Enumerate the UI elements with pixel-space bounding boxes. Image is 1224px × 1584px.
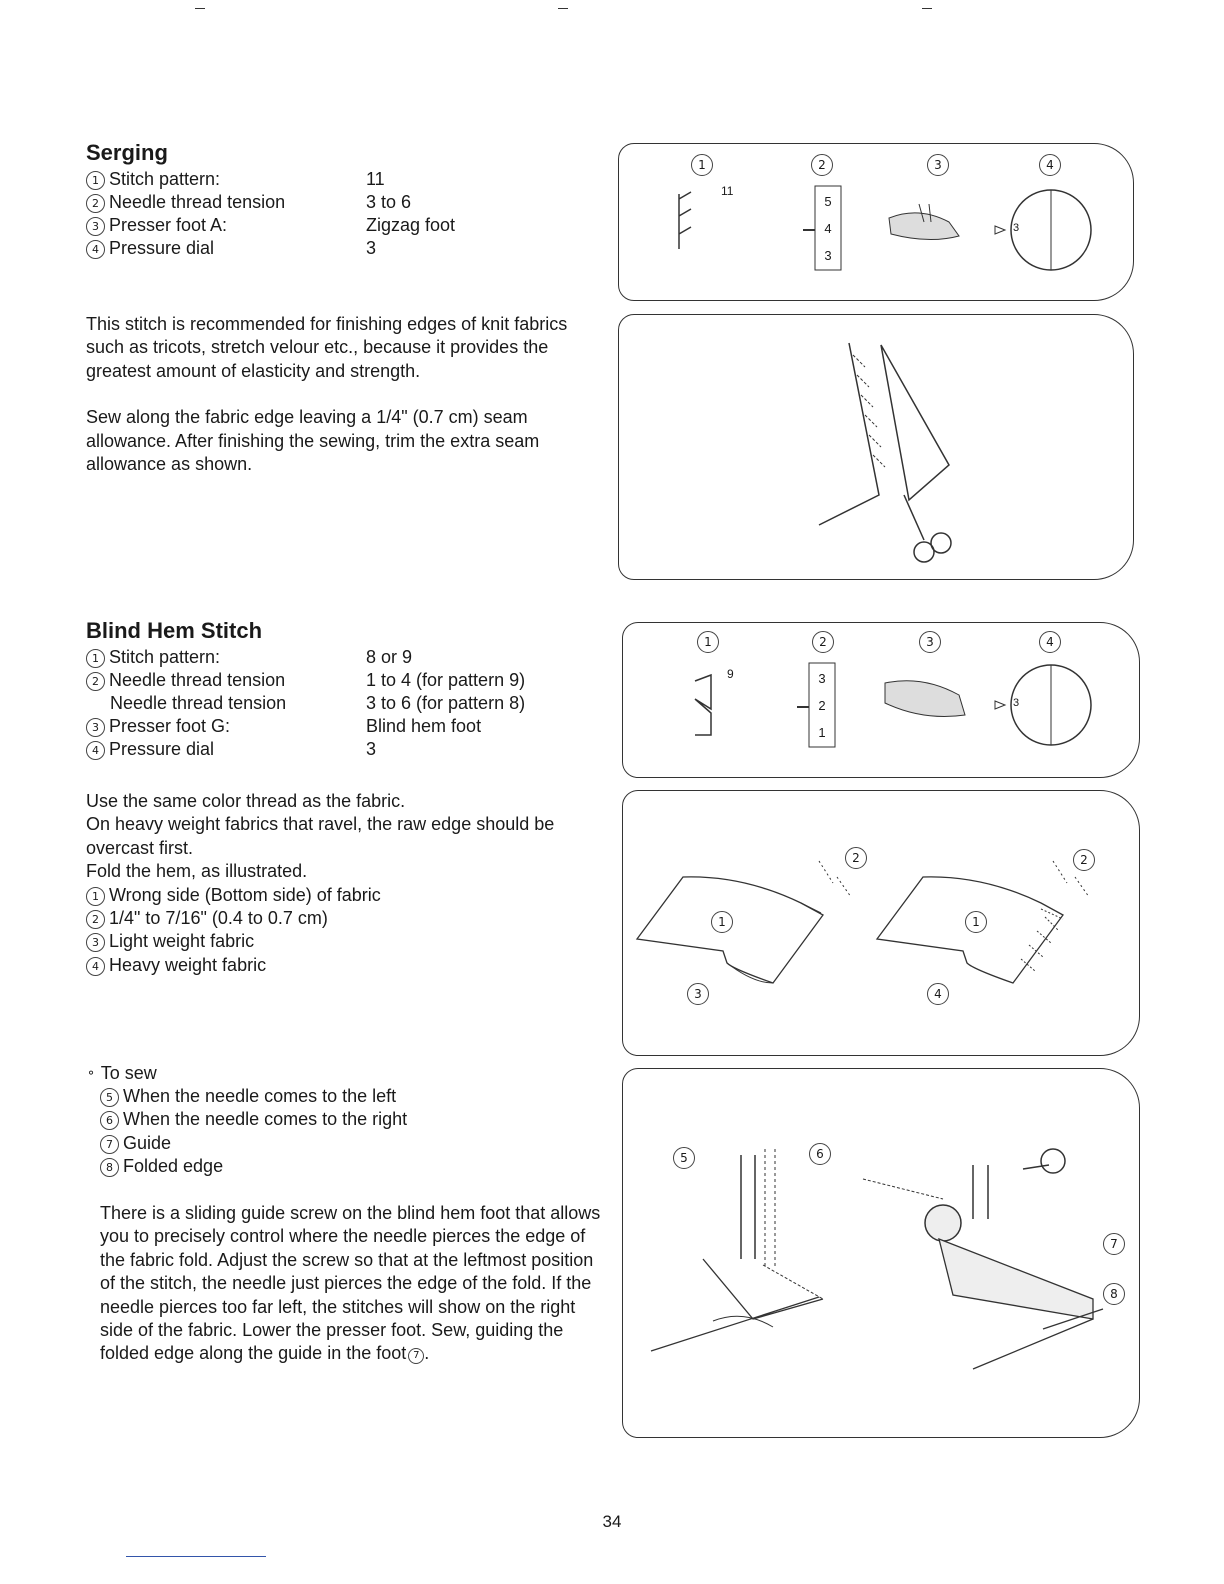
setting-label: Needle thread tension bbox=[110, 693, 287, 713]
paragraph: Use the same color thread as the fabric. bbox=[86, 791, 406, 811]
setting-row bbox=[86, 646, 606, 669]
blind-hem-instructions bbox=[86, 790, 601, 977]
number-marker: 2 bbox=[86, 910, 105, 929]
number-marker: 6 bbox=[100, 1111, 119, 1130]
setting-label: Needle thread tension bbox=[109, 192, 286, 212]
paragraph: Fold the hem, as illustrated. bbox=[86, 861, 308, 882]
scale-mark: 1 bbox=[818, 725, 826, 740]
number-marker: 7 bbox=[100, 1135, 119, 1154]
figure-serging-settings bbox=[618, 143, 1134, 301]
figure-label: 3 bbox=[927, 154, 949, 176]
stitch-pattern-icon bbox=[679, 192, 691, 249]
figure-label: 3 bbox=[687, 983, 709, 1005]
setting-label: Stitch pattern: bbox=[109, 169, 221, 189]
guide-screw-icon bbox=[925, 1205, 961, 1241]
body-text: There is a sliding guide screw on the blind hem foot that allows you to precisely control where the needle pierces the edge of the fabric fold. Adjust the screw so that at the leftmost position of the stitch, the needle just pierces the edge of the fold. If the needle pierces too far left, the stitches will show on the right side of the fabric. Lower the presser foot. Sew, guiding the folded edge along the guide in the foot bbox=[100, 1203, 601, 1364]
setting-value: 3 to 6 (for pattern 8) bbox=[366, 693, 526, 713]
legend-text: Light weight fabric bbox=[109, 931, 255, 952]
setting-value: 3 to 6 bbox=[366, 192, 412, 212]
setting-value: 8 or 9 bbox=[366, 647, 413, 667]
number-marker: 8 bbox=[100, 1158, 119, 1177]
to-sew-body bbox=[100, 1202, 605, 1366]
number-marker: 3 bbox=[86, 718, 105, 737]
legend-item bbox=[86, 954, 601, 977]
setting-row bbox=[86, 168, 606, 191]
setting-value: 11 bbox=[366, 169, 385, 189]
list-item-text: Folded edge bbox=[123, 1156, 224, 1177]
to-sew-list bbox=[100, 1085, 600, 1179]
serging-description bbox=[86, 313, 586, 476]
paragraph: There is a sliding guide screw on the blind hem foot that allows you to precisely control where the needle pierces the edge of the fabric fold. Adjust the screw so that at the leftmost position of the stitch, the needle just pierces the edge of the fold. If the needle pierces too far left, the stitches will show on the right side of the fabric. Lower the presser foot. Sew, guiding the folded edge along the guide in the foot 7 . bbox=[100, 1203, 601, 1364]
paragraph: This stitch is recommended for finishing edges of knit fabrics such as tricots, stretch velour etc., because it provides the greatest amount of elasticity and strength. bbox=[86, 314, 568, 381]
blind-hem-settings-drawing bbox=[623, 623, 1139, 777]
setting-row bbox=[86, 237, 606, 260]
figure-label: 1 bbox=[697, 631, 719, 653]
setting-row bbox=[86, 715, 606, 738]
crop-mark bbox=[558, 8, 568, 9]
setting-label: Presser foot A: bbox=[109, 215, 228, 235]
pattern-number: 11 bbox=[721, 184, 734, 198]
figure-label: 2 bbox=[845, 847, 867, 869]
blind-hem-foot-icon bbox=[939, 1239, 1093, 1319]
figure-label: 8 bbox=[1103, 1283, 1125, 1305]
legend-item bbox=[86, 907, 601, 930]
number-marker: 4 bbox=[86, 741, 105, 760]
paragraph: Sew along the fabric edge leaving a 1/4" (0.7 cm) seam allowance. After finishing the sewing, trim the extra seam allowance as shown. bbox=[86, 407, 540, 475]
scale-mark: 4 bbox=[824, 221, 832, 236]
legend-text: Wrong side (Bottom side) of fabric bbox=[109, 884, 381, 905]
figure-serging-trim bbox=[618, 314, 1134, 580]
section-title-blind-hem: Blind Hem Stitch bbox=[86, 618, 263, 643]
number-marker: 4 bbox=[86, 240, 105, 259]
section-title-serging: Serging bbox=[86, 140, 168, 165]
divider bbox=[126, 1556, 266, 1557]
list-item bbox=[100, 1132, 600, 1155]
dial-value: 3 bbox=[1013, 222, 1020, 234]
scale-mark: 2 bbox=[818, 698, 826, 713]
fold-drawing bbox=[623, 791, 1139, 1055]
list-item-text: Guide bbox=[123, 1132, 172, 1153]
list-item bbox=[100, 1155, 600, 1178]
setting-value: Blind hem foot bbox=[366, 716, 482, 736]
figure-label: 2 bbox=[1073, 849, 1095, 871]
legend-text: Heavy weight fabric bbox=[109, 954, 267, 975]
figure-label: 4 bbox=[1039, 154, 1061, 176]
scale-mark: 3 bbox=[818, 671, 826, 686]
setting-row bbox=[86, 692, 606, 715]
tension-scale-labels bbox=[818, 188, 838, 269]
figure-label: 4 bbox=[927, 983, 949, 1005]
legend-item bbox=[86, 884, 601, 907]
heading-text: To sew bbox=[100, 1063, 157, 1083]
setting-value: Zigzag foot bbox=[366, 215, 456, 235]
sewing-drawing bbox=[623, 1069, 1139, 1437]
setting-value: 3 bbox=[366, 739, 377, 759]
figure-label: 5 bbox=[673, 1147, 695, 1169]
setting-label: Presser foot G: bbox=[109, 716, 231, 736]
figure-label: 1 bbox=[965, 911, 987, 933]
setting-row bbox=[86, 191, 606, 214]
presser-foot-icon bbox=[885, 681, 965, 717]
figure-label: 3 bbox=[919, 631, 941, 653]
bullet-icon: ⚬ bbox=[86, 1066, 97, 1080]
setting-row bbox=[86, 669, 606, 692]
trimmed-allowance bbox=[881, 345, 949, 500]
figure-label: 1 bbox=[691, 154, 713, 176]
setting-row bbox=[86, 738, 606, 761]
stitch-pattern-icon bbox=[695, 675, 711, 735]
page-number: 34 bbox=[602, 1512, 622, 1531]
pattern-number: 9 bbox=[727, 667, 734, 681]
number-marker: 3 bbox=[86, 933, 105, 952]
serging-stitches bbox=[853, 355, 885, 467]
number-marker: 1 bbox=[86, 649, 105, 668]
number-marker: 5 bbox=[100, 1088, 119, 1107]
figure-label: 6 bbox=[809, 1143, 831, 1165]
list-item bbox=[100, 1085, 600, 1108]
scale-mark: 5 bbox=[824, 194, 832, 209]
figure-blind-hem-sewing bbox=[622, 1068, 1140, 1438]
scissors-icon bbox=[904, 495, 924, 540]
fabric-fold bbox=[651, 1259, 823, 1351]
indicator-arrow-icon bbox=[995, 701, 1005, 709]
light-fabric-fold bbox=[637, 877, 823, 983]
needle-left bbox=[741, 1155, 755, 1259]
setting-value: 3 bbox=[366, 238, 377, 258]
figure-label: 2 bbox=[812, 631, 834, 653]
figure-label: 2 bbox=[811, 154, 833, 176]
list-item-text: When the needle comes to the right bbox=[123, 1109, 408, 1130]
dial-value: 3 bbox=[1013, 697, 1020, 709]
number-marker: 4 bbox=[86, 957, 105, 976]
setting-row bbox=[86, 214, 606, 237]
figure-blind-hem-settings bbox=[622, 622, 1140, 778]
figure-blind-hem-fold bbox=[622, 790, 1140, 1056]
legend-item bbox=[86, 930, 601, 953]
list-item bbox=[100, 1108, 600, 1131]
to-sew-heading bbox=[86, 1062, 157, 1085]
stitch-line bbox=[863, 1179, 943, 1199]
paragraph: On heavy weight fabrics that ravel, the raw edge should be overcast first. bbox=[86, 814, 555, 858]
setting-label: Pressure dial bbox=[109, 238, 215, 258]
number-marker: 1 bbox=[86, 171, 105, 190]
number-marker: 1 bbox=[86, 887, 105, 906]
tension-scale-labels bbox=[812, 665, 832, 746]
number-marker: 7 bbox=[408, 1348, 424, 1364]
legend-text: 1/4" to 7/16" (0.4 to 0.7 cm) bbox=[109, 908, 328, 929]
setting-label: Needle thread tension bbox=[109, 670, 286, 690]
list-item-text: When the needle comes to the left bbox=[123, 1086, 397, 1106]
setting-label: Stitch pattern: bbox=[109, 647, 221, 667]
scale-mark: 3 bbox=[824, 248, 832, 263]
presser-foot-icon bbox=[889, 213, 959, 240]
number-marker: 2 bbox=[86, 672, 105, 691]
serging-settings-drawing bbox=[619, 144, 1133, 300]
crop-mark bbox=[922, 8, 932, 9]
serging-trim-drawing bbox=[619, 315, 1133, 579]
number-marker: 2 bbox=[86, 194, 105, 213]
number-marker: 3 bbox=[86, 217, 105, 236]
fabric-edge bbox=[819, 343, 879, 525]
overcast-edge bbox=[1021, 909, 1063, 971]
setting-label: Pressure dial bbox=[109, 739, 215, 759]
needle-right bbox=[765, 1149, 775, 1269]
figure-label: 4 bbox=[1039, 631, 1061, 653]
setting-value: 1 to 4 (for pattern 9) bbox=[366, 670, 526, 690]
crop-mark bbox=[195, 8, 205, 9]
indicator-arrow-icon bbox=[995, 226, 1005, 234]
figure-label: 1 bbox=[711, 911, 733, 933]
figure-label: 7 bbox=[1103, 1233, 1125, 1255]
presser-needle bbox=[973, 1165, 988, 1219]
